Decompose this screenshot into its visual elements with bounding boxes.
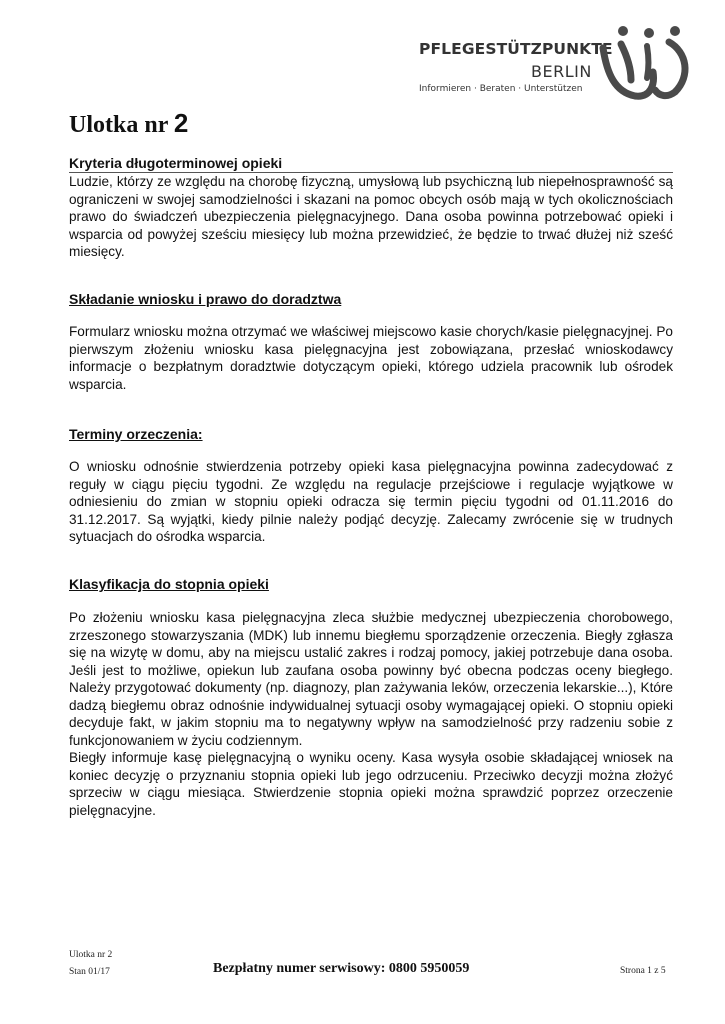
logo-title: PFLEGESTÜTZPUNKTE (419, 40, 613, 58)
logo-tagline: Informieren · Beraten · Unterstützen (419, 84, 583, 94)
footer-document-info (69, 947, 112, 981)
section-heading: Składanie wniosku i prawo do doradztwa (69, 291, 342, 307)
section-heading: Terminy orzeczenia: (69, 426, 203, 442)
section-paragraph: Formularz wniosku można otrzymać we właściwej miejscowo kasie chorych/kasie pielęgnacyjnej. Po pierwszym złożeniu wniosku kasa pielęgnacyjna jest zobowiązana, przesłać wnioskodawcy informacje o bezpłatnym doradztwie dotyczącym opieki, którego udziela pracownik lub ośrodek wsparcia. (69, 324, 673, 392)
section-paragraph: Ludzie, którzy ze względu na chorobę fizyczną, umysłową lub psychiczną lub niepełnosprawność są ograniczeni w swojej samodzielności i skazani na pomoc obcych osób mają w tych okolicznościach prawo do świadczeń ubezpieczenia pielęgnacyjnego. Dana osoba powinna potrzebować opieki i wsparcia od powyżej sześciu miesięcy lub można przewidzieć, że będzie to trwać dłużej niż sześć miesięcy. (69, 174, 673, 259)
pflegestuetzpunkte-logo (415, 24, 695, 104)
document-title (69, 108, 188, 139)
section-criteria (69, 154, 673, 261)
document-title-number: 2 (173, 108, 189, 138)
section-classification (69, 575, 673, 819)
section-paragraph: Biegły informuje kasę pielęgnacyjną o wyniku oceny. Kasa wysyła osobie składającej wniosek na koniec decyzję o przyznaniu stopnia opieki lub jego odrzuceniu. Przeciwko decyzji można złożyć sprzeciw w ciągu miesiąca. Stwierdzenie stopnia opieki można sprawdzić poprzez orzeczenie pielęgnacyjne. (69, 750, 673, 818)
people-figures-icon (597, 24, 695, 100)
section-paragraph: O wniosku odnośnie stwierdzenia potrzeby opieki kasa pielęgnacyjna powinna zadecydować z reguły w ciągu pięciu tygodni. Ze względu na regulacje przejściowe i regulacje wyjątkowe w odniesieniu do zmian w stopniu opieki odracza się termin pięciu tygodni od 01.11.2016 do 31.12.2017. Są wyjątki, kiedy pilnie należy podjąć decyzję. Zalecamy zwrócenie się w trudnych sytuacjach do ośrodka wsparcia. (69, 459, 673, 544)
footer-page-number: Strona 1 z 5 (620, 966, 666, 976)
footer-hotline: Bezpłatny numer serwisowy: 0800 5950059 (213, 961, 470, 976)
section-paragraph: Po złożeniu wniosku kasa pielęgnacyjna zleca służbie medycznej ubezpieczenia chorobowego, zrzeszonego stowarzyszania (MDK) lub innemu biegłemu sporządzenie orzeczenia. Biegły zgłasza się na wizytę w domu, aby na miejscu ustalić zakres i rodzaj pomocy, jakiej potrzebuje dana osoba. Jeśli jest to możliwe, opiekun lub zaufana osoba powinny być obecna podczas oceny biegłego. Należy przygotować dokumenty (np. diagnozy, plan zażywania leków, orzeczenia lekarskie...), Które dadzą biegłemu obraz odnośnie indywidualnej sytuacji osoby wymagającej opieki. O stopniu opieki decyduje fakt, w jakim stopniu ma to negatywny wpływ na samodzielność przy radzeniu sobie z funkcjonowaniem w życiu codziennym. (69, 610, 673, 748)
document-title-text: Ulotka nr (69, 112, 174, 138)
footer-doc-name: Ulotka nr 2 (69, 950, 113, 960)
section-heading: Kryteria długoterminowej opieki (69, 154, 673, 173)
footer-status: Stan 01/17 (69, 967, 110, 977)
section-heading: Klasyfikacja do stopnia opieki (69, 576, 269, 592)
logo-subtitle: BERLIN (531, 62, 592, 81)
section-deadlines (69, 425, 673, 546)
section-application (69, 290, 673, 393)
